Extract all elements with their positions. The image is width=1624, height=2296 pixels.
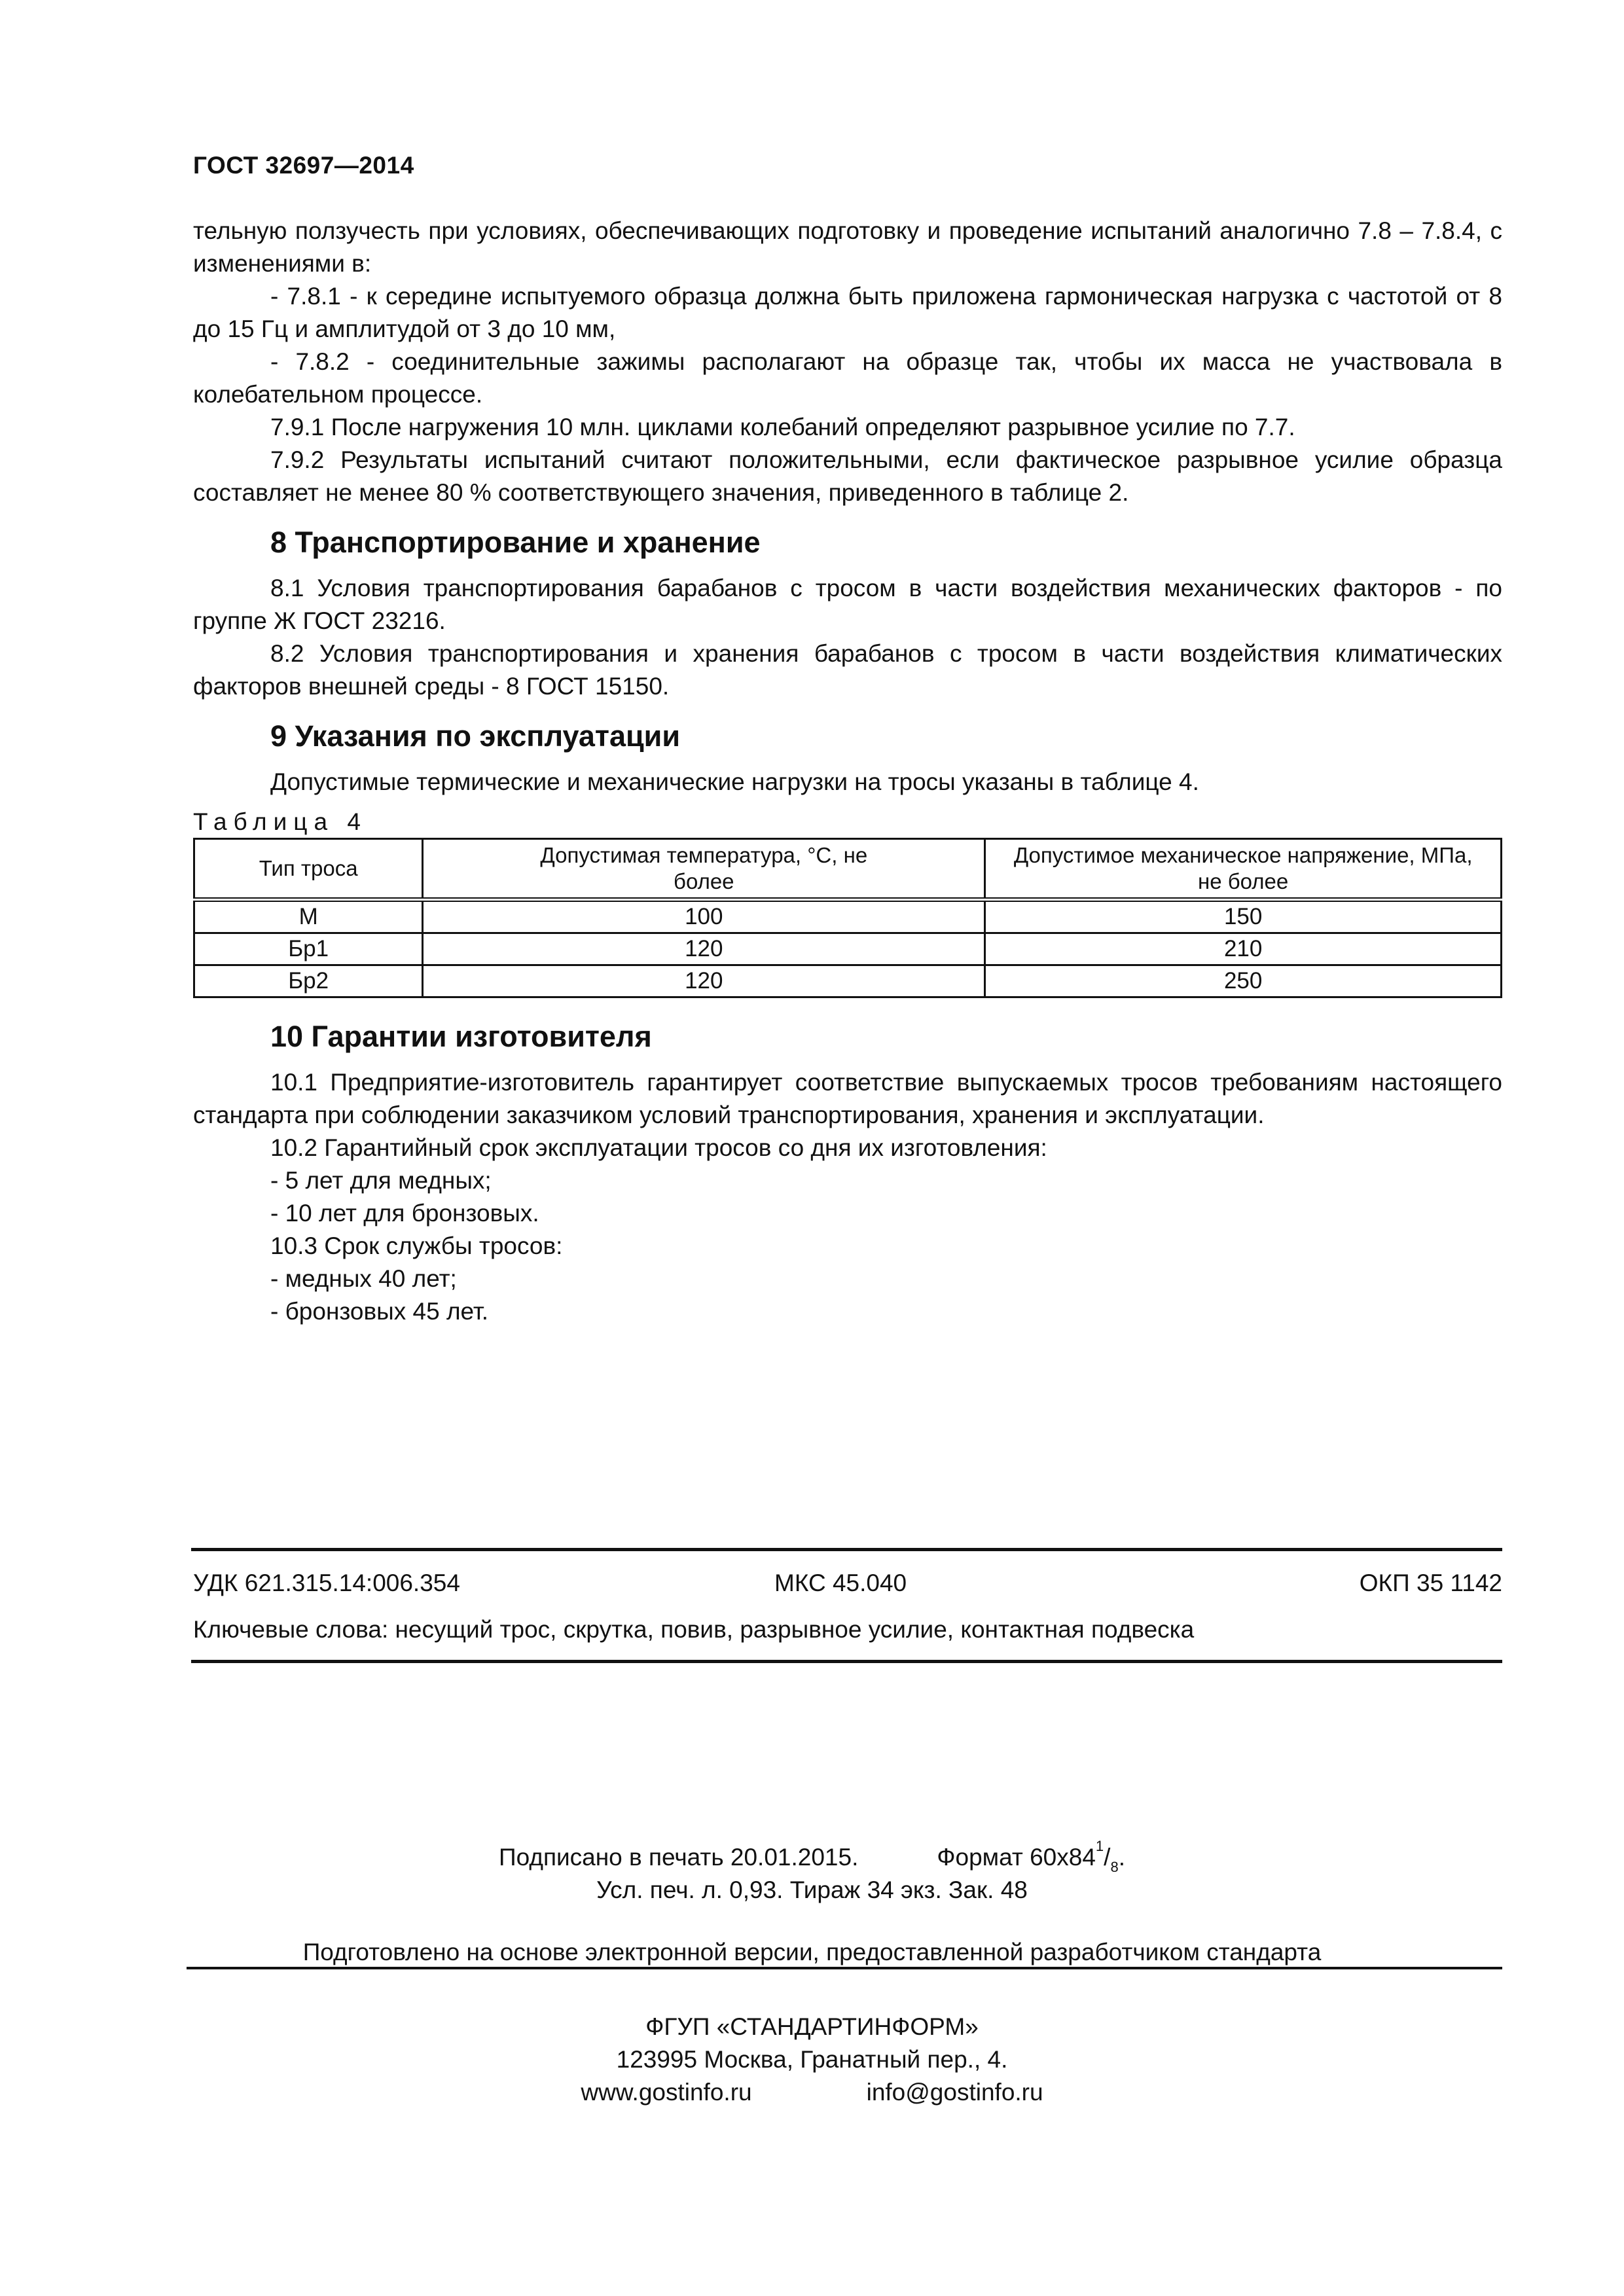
table-cell: 150 — [985, 900, 1502, 933]
publisher-address: 123995 Москва, Гранатный пер., 4. — [616, 2046, 1008, 2073]
table-row — [194, 965, 1502, 997]
table-cell: 210 — [985, 933, 1502, 965]
section-heading: 10 Гарантии изготовителя — [270, 1020, 652, 1053]
publisher-name: ФГУП «СТАНДАРТИНФОРМ» — [645, 2013, 979, 2040]
table-cell: 120 — [423, 965, 985, 997]
document-body — [193, 215, 1502, 1328]
paragraph: 10.3 Срок службы тросов: — [270, 1232, 563, 1259]
paragraph: 10.1 Предприятие-изготовитель гарантирует соответствие выпускаемых тросов требованиям настоящего стандарта при соблюдении заказчиком условий транспортирования, хранения и эксплуатации. — [193, 1069, 1502, 1128]
column-header: Допустимое механическое напряжение, МПа, не более — [985, 839, 1502, 900]
table-cell: 100 — [423, 900, 985, 933]
paragraph: - 7.8.1 - к середине испытуемого образца должна быть приложена гармоническая нагрузка с частотой от 8 до 15 Гц и амплитудой от 3 до 10 мм, — [193, 283, 1502, 342]
column-header: Тип троса — [194, 839, 423, 900]
table-cell: 250 — [985, 965, 1502, 997]
load-limits-table — [193, 838, 1502, 998]
column-header: Допустимая температура, °С, не более — [423, 839, 985, 900]
paragraph: 8.1 Условия транспортирования барабанов с тросом в части воздействия механических факторов - по группе Ж ГОСТ 23216. — [193, 575, 1502, 634]
keywords: Ключевые слова: несущий трос, скрутка, повив, разрывное усилие, контактная подвеска — [193, 1616, 1195, 1643]
paragraph: - 7.8.2 - соединительные зажимы располагают на образце так, чтобы их масса не участвовала в колебательном процессе. — [193, 348, 1502, 408]
table-row — [194, 900, 1502, 933]
table-cell: М — [194, 900, 423, 933]
imprint-print-details: Усл. печ. л. 0,93. Тираж 34 экз. Зак. 48 — [596, 1876, 1028, 1903]
paragraph: 7.9.1 После нагружения 10 млн. циклами колебаний определяют разрывное усилие по 7.7. — [270, 414, 1295, 440]
paragraph: 7.9.2 Результаты испытаний считают положительными, если фактическое разрывное усилие образца составляет не менее 80 % соответствующего значения, приведенного в таблице 2. — [193, 446, 1502, 506]
publisher-contacts — [0, 2076, 1624, 2109]
imprint-prepared-note: Подготовлено на основе электронной версии, предоставленной разработчиком стандарта — [302, 1939, 1322, 1965]
udk-code: УДК 621.315.14:006.354 — [193, 1570, 460, 1596]
table-cell: Бр2 — [194, 965, 423, 997]
paragraph: Допустимые термические и механические нагрузки на тросы указаны в таблице 4. — [270, 768, 1199, 795]
signed-date: Подписано в печать 20.01.2015. — [499, 1844, 859, 1871]
standard-code: ГОСТ 32697—2014 — [193, 152, 414, 179]
list-item: - медных 40 лет; — [270, 1265, 457, 1292]
list-item: - 10 лет для бронзовых. — [270, 1200, 539, 1227]
divider — [191, 1548, 1502, 1551]
list-item: - 5 лет для медных; — [270, 1167, 492, 1194]
divider — [187, 1967, 1502, 1969]
divider — [191, 1660, 1502, 1663]
section-heading: 8 Транспортирование и хранение — [270, 526, 761, 559]
website-link[interactable]: www.gostinfo.ru — [581, 2079, 752, 2106]
okp-code: ОКП 35 1142 — [1359, 1570, 1502, 1596]
table-row — [194, 933, 1502, 965]
classification-row — [193, 1567, 1502, 1600]
mks-code: МКС 45.040 — [774, 1570, 907, 1596]
imprint-signed-line — [0, 1838, 1624, 1875]
section-heading: 9 Указания по эксплуатации — [270, 719, 680, 753]
paragraph: 8.2 Условия транспортирования и хранения барабанов с тросом в части воздействия климатических факторов внешней среды - 8 ГОСТ 15150. — [193, 640, 1502, 700]
table-cell: 120 — [423, 933, 985, 965]
table-header-row — [194, 839, 1502, 900]
email-link[interactable]: info@gostinfo.ru — [866, 2079, 1043, 2106]
table-cell: Бр1 — [194, 933, 423, 965]
list-item: - бронзовых 45 лет. — [270, 1298, 489, 1325]
paper-format: Формат $60х84^1/_8$. — [937, 1838, 1125, 1875]
table-caption: Таблица 4 — [193, 808, 367, 835]
paragraph: 10.2 Гарантийный срок эксплуатации тросов со дня их изготовления: — [270, 1134, 1047, 1161]
paragraph: тельную ползучесть при условиях, обеспечивающих подготовку и проведение испытаний аналогично 7.8 – 7.8.4, с изменениями в: — [193, 217, 1502, 277]
